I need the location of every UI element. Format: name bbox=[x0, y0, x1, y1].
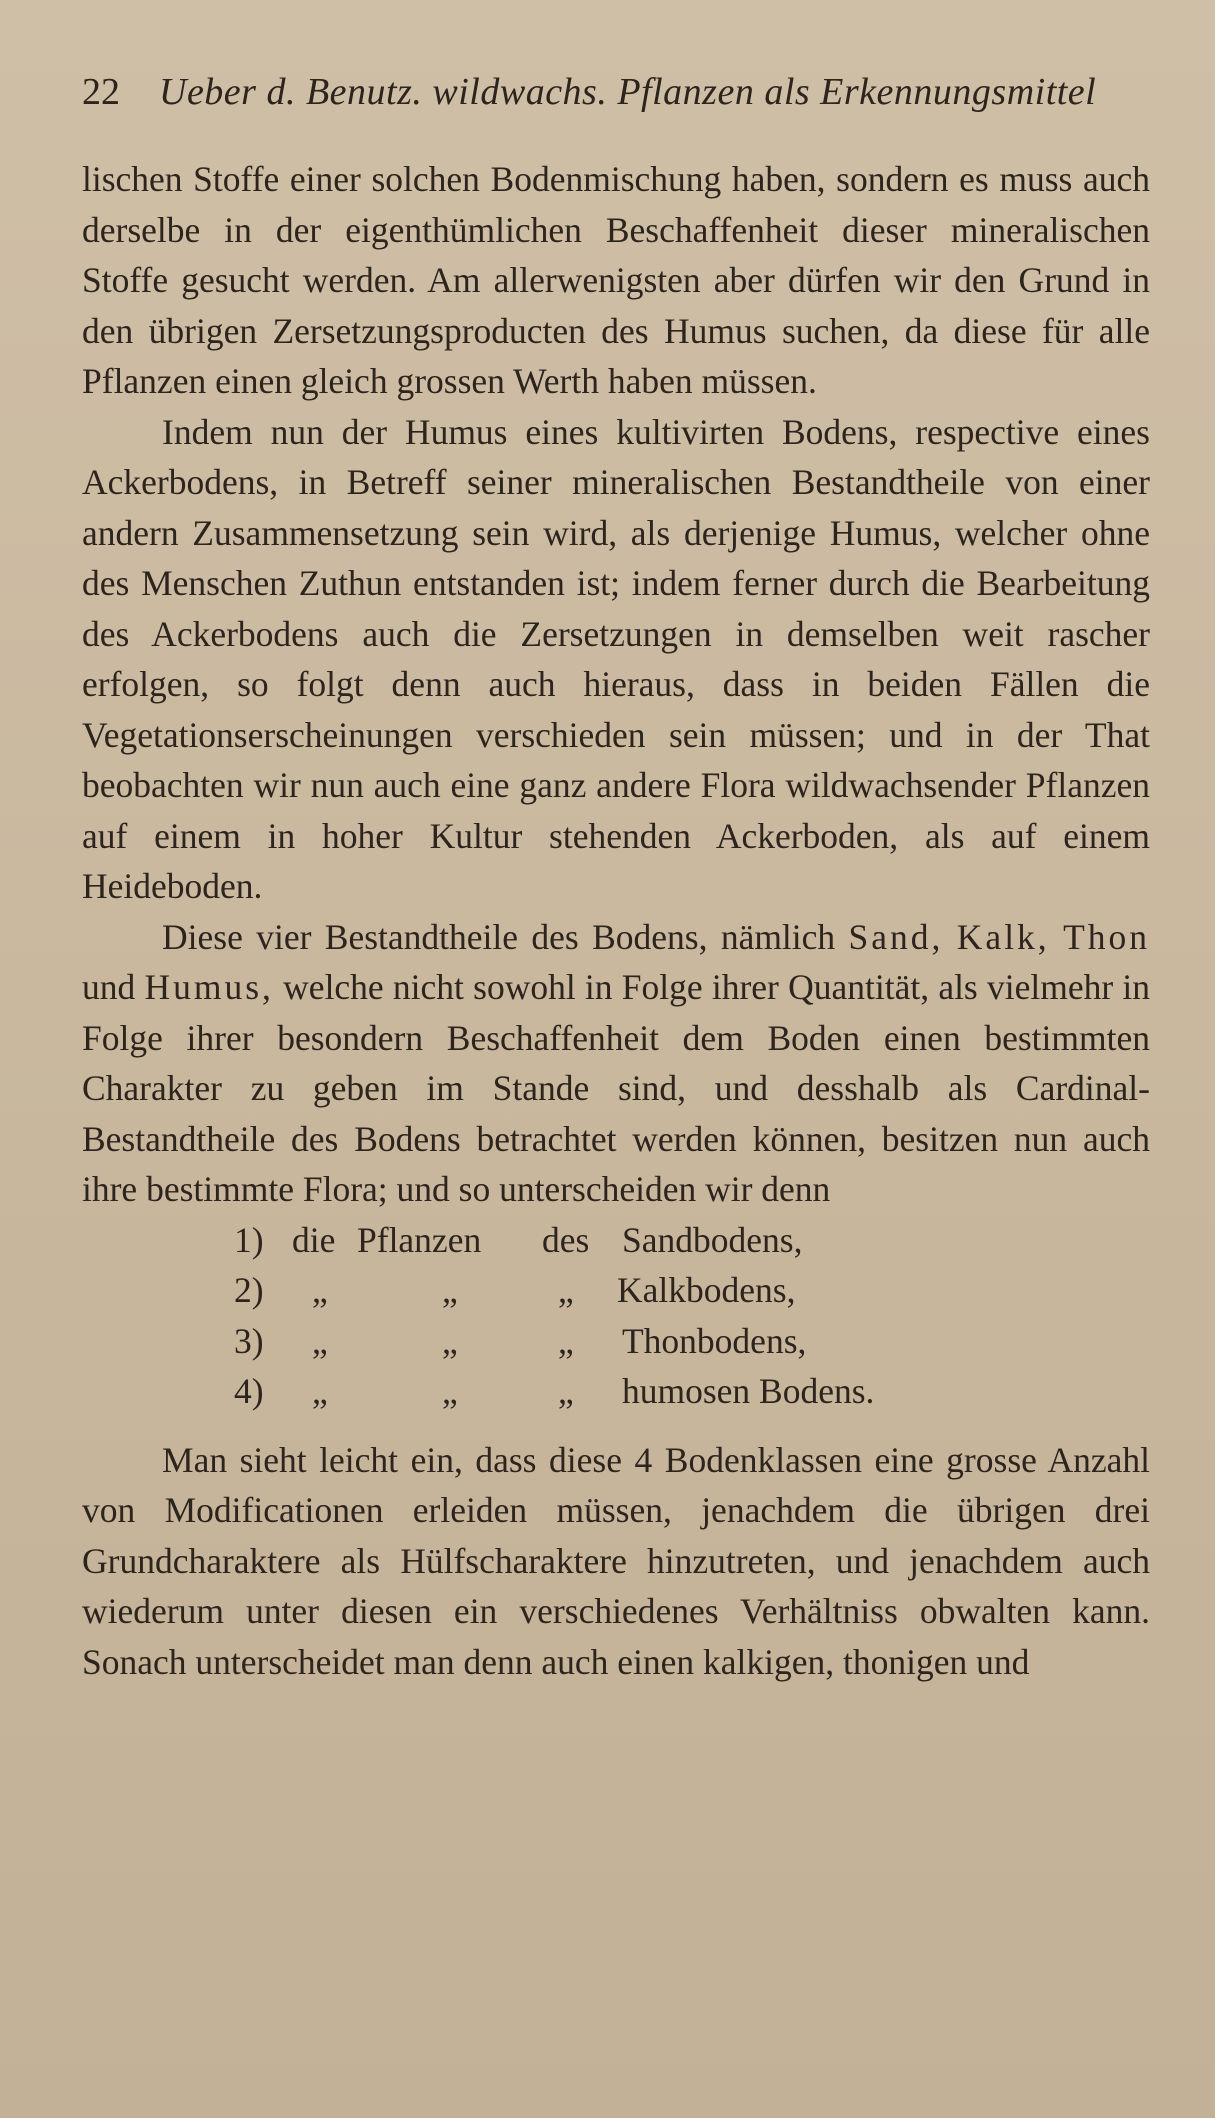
list-number: 4) bbox=[234, 1371, 264, 1411]
page-number: 22 bbox=[82, 71, 120, 113]
list-label: Thonbodens, bbox=[622, 1320, 807, 1361]
list-item bbox=[82, 1366, 1150, 1417]
list-item bbox=[82, 1316, 1150, 1367]
list-word: die bbox=[292, 1219, 336, 1260]
list-number: 1) bbox=[234, 1219, 264, 1260]
list-label: Kalkbodens, bbox=[617, 1270, 796, 1310]
paragraph-2: Indem nun der Humus eines kultivirten Bodens, respective eines Ackerbodens, in Betreff seiner mineralischen Bestandtheile von einer andern Zusammensetzung sein wird, als derjenige Humus, welcher ohne des Menschen Zuthun entstanden ist; indem ferner durch die Bearbeitung des Ackerbodens auch die Zersetzungen in demselben weit rascher erfolgen, so folgt denn auch hieraus, dass in beiden Fällen die Vegetationserscheinungen verschieden sein müssen; und in der That beobachten wir nun auch eine ganz andere Flora wildwachsender Pflanzen auf einem in hoher Kultur stehenden Ackerboden, als auf einem Heideboden. bbox=[82, 411, 1150, 906]
soil-class-list bbox=[82, 1215, 1150, 1417]
paragraph-3-rest: welche nicht sowohl in Folge ihrer Quantität, als vielmehr in Folge ihrer besondern Beschaffenheit dem Boden einen bestimmten Charakter zu geben im Stande sind, und desshalb als Cardinal-Bestandtheile des Bodens betrachtet werden können, besitzen nun auch ihre bestimmte Flora; und so unterscheiden wir denn bbox=[82, 967, 1150, 1209]
list-word: des bbox=[542, 1219, 590, 1260]
paragraph-3-intro: Diese vier Bestandtheile des Bodens, nämlich bbox=[162, 916, 836, 957]
term-humus: Humus, bbox=[144, 967, 274, 1007]
list-label: humosen Bodens. bbox=[622, 1371, 875, 1411]
list-item bbox=[82, 1215, 1150, 1266]
list-item bbox=[82, 1265, 1150, 1316]
paragraph-4: Man sieht leicht ein, dass diese 4 Bodenklassen eine grosse Anzahl von Modificationen erleiden müssen, jenachdem die übrigen drei Grundcharaktere als Hülfscharaktere hinzutreten, und jenachdem auch wiederum unter diesen ein verschiedenes Verhältniss obwalten kann. Sonach unterscheidet man denn auch einen kalkigen, thonigen und bbox=[82, 1439, 1150, 1682]
ditto-mark: „ bbox=[312, 1320, 328, 1361]
word-und: und bbox=[82, 967, 136, 1007]
list-number: 3) bbox=[234, 1320, 264, 1361]
ditto-mark: „ bbox=[442, 1371, 458, 1411]
term-thon: Thon bbox=[1063, 916, 1150, 957]
ditto-mark: „ bbox=[442, 1270, 458, 1310]
paragraph-1: lischen Stoffe einer solchen Bodenmischung haben, sondern es muss auch derselbe in der eigenthümlichen Beschaffenheit dieser mineralischen Stoffe gesucht werden. Am allerwenigsten aber dürfen wir den Grund in den übrigen Zersetzungsproducten des Humus suchen, da diese für alle Pflanzen einen gleich grossen Werth haben müssen. bbox=[82, 159, 1150, 401]
paragraph-3 bbox=[82, 912, 1150, 1215]
list-number: 2) bbox=[234, 1270, 264, 1310]
ditto-mark: „ bbox=[558, 1270, 574, 1310]
running-title: Ueber d. Benutz. wildwachs. Pflanzen als Erkennungsmittel bbox=[159, 71, 1097, 113]
term-kalk: Kalk, bbox=[956, 916, 1050, 957]
ditto-mark: „ bbox=[442, 1320, 458, 1361]
ditto-mark: „ bbox=[312, 1270, 328, 1310]
ditto-mark: „ bbox=[558, 1320, 574, 1361]
ditto-mark: „ bbox=[558, 1371, 574, 1411]
list-word: Pflanzen bbox=[357, 1219, 482, 1260]
term-sand: Sand, bbox=[848, 916, 944, 957]
body-text bbox=[82, 154, 1150, 1687]
ditto-mark: „ bbox=[312, 1371, 328, 1411]
list-label: Sandbodens, bbox=[622, 1219, 803, 1260]
